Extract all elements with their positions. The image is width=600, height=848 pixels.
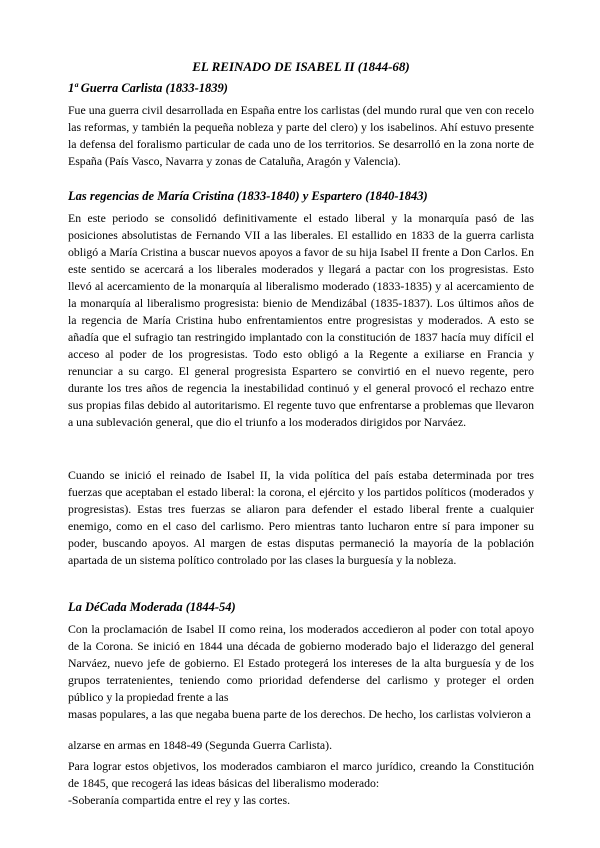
paragraph-decada-3: alzarse en armas en 1848-49 (Segunda Guerra Carlista).	[68, 738, 333, 752]
section-heading-regencias: Las regencias de María Cristina (1833-1840) y Espartero (1840-1843)	[68, 189, 428, 203]
section-heading-guerra-carlista: 1ª Guerra Carlista (1833-1839)	[68, 81, 228, 95]
paragraph-decada-5: -Soberanía compartida entre el rey y las cortes.	[68, 793, 291, 807]
paragraph-regencias-1: En este periodo se consolidó definitivamente el estado liberal y la monarquía pasó de las posiciones absolutistas de Fernando VII a las liberales. El estallido en 1833 de la guerra carlista obligó a María Cristina a buscar nuevos apoyos a favor de su hija Isabel II frente a Don Carlos. En este sentido se acercará a los liberales moderados y llegará a pactar con los progresistas. Esto llevó al acercamiento de la monarquía al liberalismo moderado (1833-1835) y al acercamiento de la monarquía al liberalismo progresista: bienio de Mendizábal (1835-1837). Los últimos años de la regencia de María Cristina hubo enfrentamientos entre progresistas y moderados. A esto se añadía que el sufragio tan restringido implantado con la constitución de 1837 hacía muy difícil el acceso al poder de los progresistas. Todo esto obligó a la Regente a exiliarse en Francia y renunciar a su cargo. El general progresista Espartero se convirtió en el nuevo regente, pero durante los tres años de regencia la inestabilidad continuó y el general provocó el rechazo entre sus propias filas debido al autoritarismo. El regente tuvo que enfrentarse a problemas que llevaron a una sublevación general, que dio el triunfo a los moderados dirigidos por Narváez.	[68, 211, 534, 429]
paragraph-decada-4: Para lograr estos objetivos, los moderados cambiaron el marco jurídico, creando la Constitución de 1845, que recogerá las ideas básicas del liberalismo moderado:	[68, 759, 534, 790]
section-regencias	[68, 188, 534, 569]
document-title: EL REINADO DE ISABEL II (1844-68)	[192, 59, 410, 74]
section-heading-decada-moderada: La DéCada Moderada (1844-54)	[68, 600, 236, 614]
paragraph-guerra-carlista: Fue una guerra civil desarrollada en España entre los carlistas (del mundo rural que ven con recelo las reformas, y también la pequeña nobleza y parte del clero) y los isabelinos. Ahí estuvo presente la defensa del foralismo particular de cada uno de los territorios. Se desarrolló en la zona norte de España (País Vasco, Navarra y zonas de Cataluña, Aragón y Valencia).	[68, 103, 534, 168]
section-decada-moderada	[68, 599, 534, 809]
paragraph-regencias-2: Cuando se inició el reinado de Isabel II, la vida política del país estaba determinada por tres fuerzas que aceptaban el estado liberal: la corona, el ejército y los partidos políticos (moderados y progresistas). Estas tres fuerzas se aliaron para defender el estado liberal frente a cualquier enemigo, como en el caso del carlismo. Pero mientras tanto lucharon entre sí para imponer su poder, buscando apoyos. Al margen de estas disputas permaneció la mayoría de la población apartada de un sistema político controlado por las clases la burguesía y la nobleza.	[68, 468, 534, 567]
section-primera-guerra-carlista	[68, 80, 534, 170]
paragraph-decada-1: Con la proclamación de Isabel II como reina, los moderados accedieron al poder con total apoyo de la Corona. Se inició en 1844 una década de gobierno moderado bajo el liderazgo del general Narváez, nuevo jefe de gobierno. El Estado protegerá los intereses de la alta burguesía y de los grupos terratenientes, teniendo como prioridad defenderse del carlismo y proteger el orden público y la propiedad frente a las	[68, 622, 534, 704]
paragraph-decada-2: masas populares, a las que negaba buena parte de los derechos. De hecho, los carlistas volvieron a	[68, 707, 531, 721]
